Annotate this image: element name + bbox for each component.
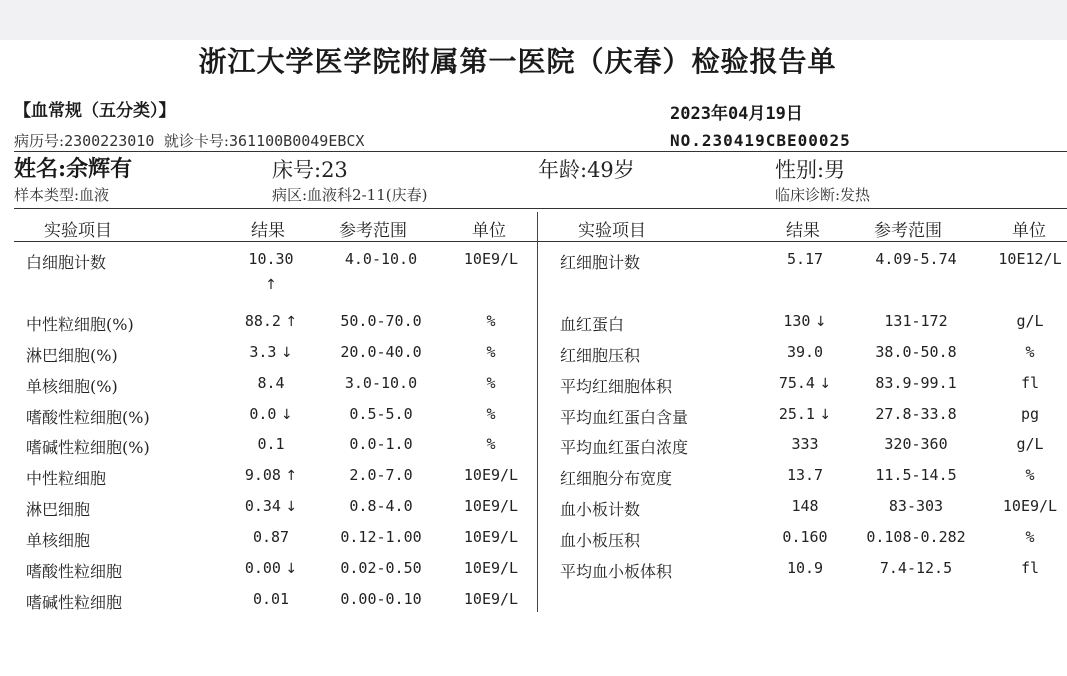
test-item-name: 中性粒细胞(%) (26, 315, 134, 334)
unit: g/L (1016, 435, 1044, 453)
patient-sex: 性别:男 (775, 158, 846, 182)
arrow-up-icon: ↑ (280, 314, 298, 330)
card-number: 361100B0049EBCX (228, 132, 365, 150)
result-value: 39.0 (786, 343, 824, 361)
test-result (245, 559, 297, 577)
test-result (787, 466, 823, 484)
test-item-name: 嗜碱性粒细胞(%) (26, 438, 150, 457)
test-item-name: 中性粒细胞 (26, 469, 107, 488)
header-result-right: 结果 (786, 221, 820, 241)
result-value: 130 (783, 312, 811, 330)
result-value: 0.87 (252, 528, 290, 546)
section-title: 【血常规（五分类）】 (14, 101, 176, 121)
divider-top (14, 151, 1067, 152)
arrow-up-icon: ↑ (280, 468, 298, 484)
record-info (14, 130, 364, 151)
unit: 10E9/L (463, 497, 519, 515)
arrow-down-icon: ↓ (276, 345, 293, 361)
test-result (245, 466, 297, 484)
diagnosis: 临床诊断:发热 (775, 186, 871, 204)
reference-range: 7.4-12.5 (879, 559, 953, 577)
reference-range: 131-172 (884, 312, 948, 330)
report-title: 浙江大学医学院附属第一医院（庆春）检验报告单 (198, 45, 837, 78)
result-value: 333 (791, 435, 819, 453)
header-range-right: 参考范围 (874, 221, 942, 241)
reference-range: 38.0-50.8 (875, 343, 957, 361)
column-divider (537, 212, 538, 612)
reference-range: 0.8-4.0 (349, 497, 413, 515)
test-result (787, 250, 823, 268)
test-item-name: 血小板压积 (560, 531, 641, 550)
reference-range: 2.0-7.0 (349, 466, 413, 484)
test-item-name: 平均血小板体积 (560, 562, 673, 581)
test-result (791, 497, 818, 515)
reference-range: 4.0-10.0 (344, 250, 418, 268)
test-result (248, 250, 293, 268)
result-value: 0.00 (244, 559, 281, 577)
test-result (779, 374, 831, 392)
test-item-name: 红细胞计数 (560, 253, 641, 272)
test-result (249, 343, 292, 361)
result-value: 10.30 (248, 250, 294, 268)
result-value: 0.160 (782, 528, 828, 546)
record-label: 病历号: (14, 132, 65, 150)
reference-range: 83.9-99.1 (875, 374, 957, 392)
unit: 10E9/L (463, 250, 519, 268)
arrow-down-icon: ↓ (814, 376, 832, 392)
test-result (257, 435, 284, 453)
reference-range: 50.0-70.0 (340, 312, 422, 330)
report-number: NO.230419CBE00025 (670, 131, 851, 150)
result-value: 0.34 (244, 497, 281, 515)
arrow-down-icon: ↓ (280, 499, 298, 515)
arrow-down-icon: ↓ (814, 407, 832, 423)
unit: % (1025, 528, 1035, 546)
result-value: 10.9 (786, 559, 824, 577)
divider-header-bottom (14, 241, 1067, 242)
result-value: 88.2 (244, 312, 281, 330)
unit: % (486, 405, 496, 423)
test-result (253, 590, 289, 608)
reference-range: 27.8-33.8 (875, 405, 957, 423)
unit: % (1025, 466, 1035, 484)
result-value: 25.1 (778, 405, 815, 423)
unit: fl (1020, 374, 1040, 392)
test-result (787, 343, 823, 361)
top-band (0, 0, 1067, 40)
result-value: 0.01 (252, 590, 290, 608)
test-result (245, 312, 297, 330)
result-value: 0.0 (249, 405, 277, 423)
card-label: 就诊卡号: (163, 132, 229, 150)
result-value: 148 (791, 497, 819, 515)
result-value: 75.4 (778, 374, 815, 392)
test-result (779, 405, 831, 423)
arrow-down-icon: ↓ (810, 314, 827, 330)
test-item-name: 淋巴细胞(%) (26, 346, 118, 365)
test-result (791, 435, 818, 453)
test-result (249, 405, 292, 423)
test-item-name: 嗜碱性粒细胞 (26, 593, 123, 612)
unit: % (486, 435, 496, 453)
test-item-name: 单核细胞 (26, 531, 91, 550)
test-result (257, 374, 284, 392)
test-item-name: 嗜酸性粒细胞 (26, 562, 123, 581)
record-number: 2300223010 (64, 132, 155, 150)
reference-range: 4.09-5.74 (875, 250, 957, 268)
sample-type: 样本类型:血液 (14, 186, 110, 204)
unit: % (486, 374, 496, 392)
unit: pg (1020, 405, 1040, 423)
test-item-name: 平均血红蛋白浓度 (560, 438, 689, 457)
test-item-name: 血红蛋白 (560, 315, 625, 334)
result-value: 13.7 (786, 466, 824, 484)
header-item-right: 实验项目 (578, 221, 646, 241)
report-date: 2023年04月19日 (670, 104, 803, 124)
unit: 10E9/L (1002, 497, 1058, 515)
divider-header-top (14, 208, 1067, 209)
unit: % (486, 343, 496, 361)
unit: fl (1020, 559, 1040, 577)
test-result (782, 528, 827, 546)
reference-range: 0.0-1.0 (349, 435, 413, 453)
unit: 10E12/L (998, 250, 1062, 268)
reference-range: 0.00-0.10 (340, 590, 422, 608)
result-value: 9.08 (244, 466, 281, 484)
header-unit-left: 单位 (472, 221, 506, 241)
test-item-name: 嗜酸性粒细胞(%) (26, 408, 150, 427)
ward: 病区:血液科2-11(庆春) (272, 186, 428, 204)
reference-range: 0.108-0.282 (866, 528, 966, 546)
patient-name: 姓名:余辉有 (14, 156, 133, 182)
reference-range: 83-303 (888, 497, 944, 515)
test-result (787, 559, 823, 577)
reference-range: 0.02-0.50 (340, 559, 422, 577)
unit: 10E9/L (463, 590, 519, 608)
test-item-name: 平均红细胞体积 (560, 377, 673, 396)
result-value: 3.3 (249, 343, 277, 361)
test-item-name: 红细胞分布宽度 (560, 469, 673, 488)
test-item-name: 白细胞计数 (26, 253, 107, 272)
reference-range: 11.5-14.5 (875, 466, 957, 484)
unit: 10E9/L (463, 528, 519, 546)
reference-range: 20.0-40.0 (340, 343, 422, 361)
arrow-down-icon: ↓ (276, 407, 293, 423)
reference-range: 3.0-10.0 (344, 374, 418, 392)
unit: % (486, 312, 496, 330)
result-value: 0.1 (257, 435, 285, 453)
result-value: 5.17 (786, 250, 824, 268)
arrow-up-icon: ↑ (265, 277, 277, 293)
test-item-name: 红细胞压积 (560, 346, 641, 365)
reference-range: 320-360 (884, 435, 948, 453)
test-item-name: 单核细胞(%) (26, 377, 118, 396)
reference-range: 0.5-5.0 (349, 405, 413, 423)
header-range-left: 参考范围 (339, 221, 407, 241)
test-result (245, 497, 297, 515)
header-result-left: 结果 (251, 221, 285, 241)
reference-range: 0.12-1.00 (340, 528, 422, 546)
bed-number: 床号:23 (272, 158, 348, 182)
arrow-down-icon: ↓ (280, 561, 298, 577)
unit: g/L (1016, 312, 1044, 330)
unit: 10E9/L (463, 559, 519, 577)
test-result (253, 528, 289, 546)
test-item-name: 平均血红蛋白含量 (560, 408, 689, 427)
patient-age: 年龄:49岁 (538, 158, 635, 182)
test-result (783, 312, 826, 330)
test-item-name: 血小板计数 (560, 500, 641, 519)
header-item-left: 实验项目 (44, 221, 112, 241)
test-item-name: 淋巴细胞 (26, 500, 91, 519)
unit: % (1025, 343, 1035, 361)
result-value: 8.4 (257, 374, 285, 392)
unit: 10E9/L (463, 466, 519, 484)
header-unit-right: 单位 (1012, 221, 1046, 241)
